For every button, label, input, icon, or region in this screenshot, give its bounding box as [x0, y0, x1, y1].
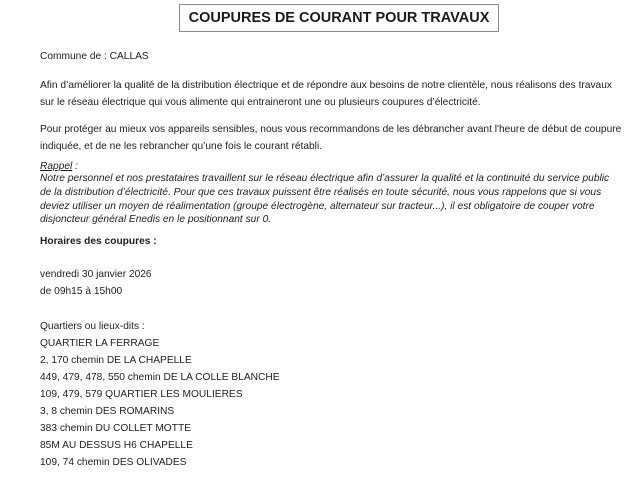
location-item: 85M AU DESSUS H6 CHAPELLE	[40, 440, 193, 451]
intro-line-2: sur le réseau électrique qui vous alimente qui entraineront une ou plusieurs coupures d’électricité.	[40, 97, 481, 108]
locations-heading: Quartiers ou lieux-dits :	[40, 321, 145, 332]
location-item: 3, 8 chemin DES ROMARINS	[40, 406, 175, 417]
intro-line-1: Afin d’améliorer la qualité de la distribution électrique et de répondre aux besoins de notre clientèle, nous réalisons des travaux	[40, 80, 612, 91]
location-item: 383 chemin DU COLLET MOTTE	[40, 423, 191, 434]
location-item: 2, 170 chemin DE LA CHAPELLE	[40, 355, 192, 366]
document-title	[179, 4, 499, 32]
protect-line-1: Pour protéger au mieux vos appareils sensibles, nous vous recommandons de les débrancher avant l'heure de début de coupure	[40, 124, 622, 135]
protect-line-2: indiquée, et de ne les rebrancher qu’une fois le courant rétabli.	[40, 141, 323, 152]
rappel-line-2: de la distribution d’électricité. Pour que ces travaux puissent être réalisés en toute sécurité, nous vous rappelons que si vous	[40, 187, 602, 198]
location-item: QUARTIER LA FERRAGE	[40, 338, 160, 349]
location-item: 449, 479, 478, 550 chemin DE LA COLLE BLANCHE	[40, 372, 280, 383]
commune-label: Commune de : CALLAS	[40, 51, 149, 62]
schedule-date: vendredi 30 janvier 2026	[40, 269, 152, 280]
rappel-line-3: deviez utiliser un moyen de réalimentation (groupe électrogène, alternateur sur tracteur...), il est obligatoire de couper votre	[40, 201, 595, 212]
document-title-text: COUPURES DE COURANT POUR TRAVAUX	[188, 10, 490, 26]
rappel-suffix: :	[72, 161, 78, 172]
schedule-time: de 09h15 à 15h00	[40, 286, 123, 297]
location-item: 109, 479, 579 QUARTIER LES MOULIERES	[40, 389, 243, 400]
rappel-label: Rappel	[40, 161, 73, 172]
rappel-line-4: disjoncteur général Enedis en le positionnant sur 0.	[40, 214, 272, 225]
schedule-heading: Horaires des coupures :	[40, 236, 157, 247]
rappel-line-1: Notre personnel et nos prestataires travaillent sur le réseau électrique afin d’assurer la qualité et la continuité du service public	[40, 173, 610, 184]
location-item: 109, 74 chemin DES OLIVADES	[40, 457, 187, 468]
